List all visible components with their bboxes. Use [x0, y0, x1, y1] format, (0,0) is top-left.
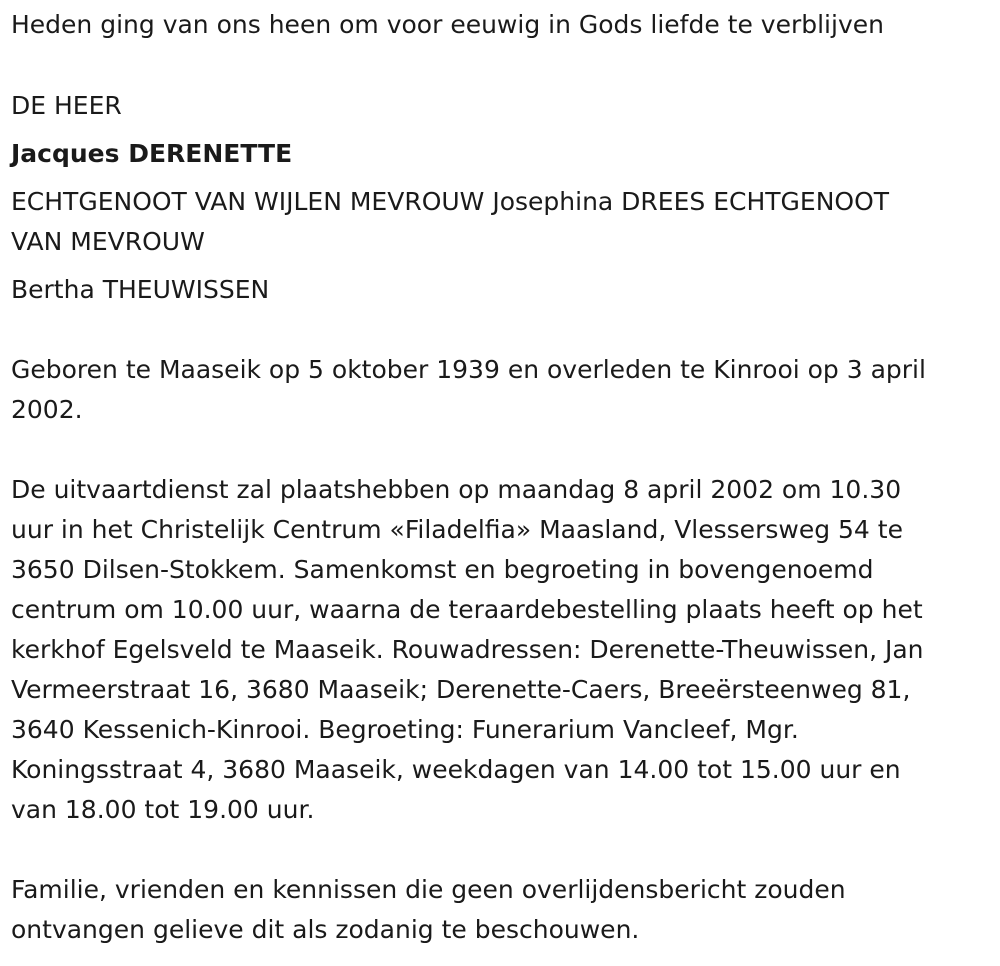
paragraph-line: uur in het Christelijk Centrum «Filadelfia» Maasland, Vlessersweg 54 te — [11, 515, 903, 544]
spouse-info — [11, 182, 986, 262]
paragraph-line: 3650 Dilsen-Stokkem. Samenkomst en begroeting in bovengenoemd — [11, 555, 874, 584]
intro-text: Heden ging van ons heen om voor eeuwig in Gods liefde te verblijven — [11, 10, 884, 39]
paragraph-line: 2002. — [11, 395, 83, 424]
honorific-title: DE HEER — [11, 91, 122, 120]
spouse-line: VAN MEVROUW — [11, 227, 205, 256]
spouse-name: Bertha THEUWISSEN — [11, 275, 270, 304]
paragraph-line: Vermeerstraat 16, 3680 Maaseik; Derenette-Caers, Breeërsteenweg 81, — [11, 675, 911, 704]
paragraph-line: De uitvaartdienst zal plaatshebben op maandag 8 april 2002 om 10.30 — [11, 475, 902, 504]
birth-death-paragraph — [11, 350, 986, 430]
closing-paragraph — [11, 870, 971, 950]
paragraph-line: Koningsstraat 4, 3680 Maaseik, weekdagen van 14.00 tot 15.00 uur en — [11, 755, 901, 784]
deceased-name: Jacques DERENETTE — [11, 139, 293, 168]
spouse-line: ECHTGENOOT VAN WIJLEN MEVROUW Josephina DREES ECHTGENOOT — [11, 187, 890, 216]
paragraph-line: 3640 Kessenich-Kinrooi. Begroeting: Funerarium Vancleef, Mgr. — [11, 715, 799, 744]
paragraph-line: centrum om 10.00 uur, waarna de teraardebestelling plaats heeft op het — [11, 595, 923, 624]
paragraph-line: Geboren te Maaseik op 5 oktober 1939 en overleden te Kinrooi op 3 april — [11, 355, 926, 384]
paragraph-line: Familie, vrienden en kennissen die geen overlijdensbericht zouden — [11, 875, 846, 904]
paragraph-line: van 18.00 tot 19.00 uur. — [11, 795, 315, 824]
paragraph-line: ontvangen gelieve dit als zodanig te beschouwen. — [11, 915, 640, 944]
funeral-details-paragraph — [11, 470, 996, 830]
paragraph-line: kerkhof Egelsveld te Maaseik. Rouwadressen: Derenette-Theuwissen, Jan — [11, 635, 924, 664]
